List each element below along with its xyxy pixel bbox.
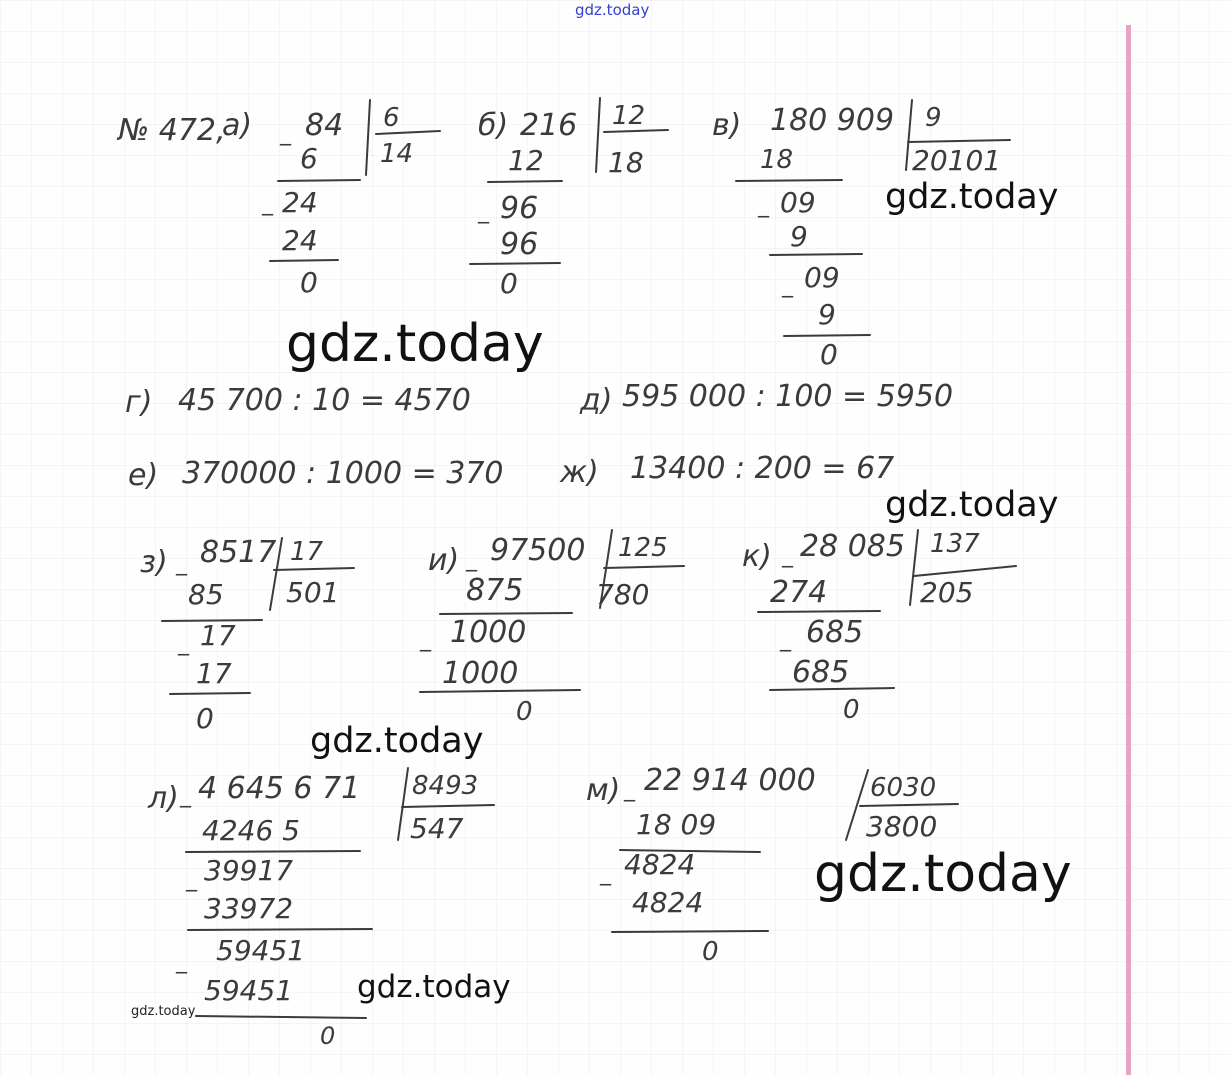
problem-m-quotient-line bbox=[860, 804, 958, 806]
problem-k-rule-1 bbox=[758, 611, 880, 612]
problem-v-step-4: 09 bbox=[804, 261, 840, 294]
problem-i-label: и) bbox=[428, 543, 460, 578]
problem-v-rule-2 bbox=[770, 254, 862, 255]
problem-v-divisor: 9 bbox=[925, 103, 942, 133]
problem-b-dividend: 216 bbox=[520, 108, 578, 143]
problem-k-step-2: 685 bbox=[806, 615, 864, 650]
problem-i-quotient: 780 bbox=[596, 578, 650, 611]
problem-b-remainder: 0 bbox=[500, 267, 518, 300]
problem-m-minus: _ bbox=[624, 777, 635, 802]
problem-k-remainder: 0 bbox=[843, 695, 860, 725]
watermark-small: gdz.today bbox=[131, 1004, 196, 1019]
problem-m-label: м) bbox=[586, 773, 621, 808]
problem-g-label: г) bbox=[125, 385, 153, 420]
problem-l-minus-2: _ bbox=[186, 867, 197, 892]
problem-m-step-2: 4824 bbox=[624, 848, 696, 881]
problem-a-step-1: 6 bbox=[300, 142, 318, 175]
problem-z-step-3: 17 bbox=[196, 657, 232, 690]
watermark-3: gdz.today bbox=[885, 485, 1059, 525]
problem-z-dividend: 8517 bbox=[200, 535, 277, 570]
problem-m-dividend: 22 914 000 bbox=[644, 763, 816, 798]
problem-l-quotient: 547 bbox=[410, 812, 464, 845]
problem-a-dividend: 84 bbox=[305, 108, 344, 143]
problem-l-step-4: 59451 bbox=[216, 934, 306, 967]
problem-v-rule-1 bbox=[736, 180, 842, 181]
problem-zh-label: ж) bbox=[560, 455, 599, 490]
problem-g-expression: 45 700 : 10 = 4570 bbox=[178, 383, 471, 418]
problem-i-minus-2: _ bbox=[420, 627, 431, 652]
problem-b-rule-1 bbox=[488, 181, 562, 182]
problem-l-step-3: 33972 bbox=[204, 892, 294, 925]
problem-l-minus-3: _ bbox=[176, 949, 187, 974]
problem-a-minus: _ bbox=[280, 121, 291, 146]
problem-a-rule-1 bbox=[278, 180, 360, 181]
problem-l-rule-2 bbox=[188, 929, 372, 930]
problem-v-step-1: 18 bbox=[760, 145, 794, 175]
problem-v-step-3: 9 bbox=[790, 220, 808, 253]
problem-i-step-1: 875 bbox=[466, 573, 524, 608]
problem-z-divisor: 17 bbox=[290, 537, 324, 567]
problem-i-step-2: 1000 bbox=[450, 615, 527, 650]
problem-k-divisor: 137 bbox=[930, 529, 980, 559]
problem-k bbox=[742, 529, 1016, 725]
problem-z-step-1: 85 bbox=[188, 578, 224, 611]
problem-v-rule-3 bbox=[784, 335, 870, 336]
problem-b-rule-2 bbox=[470, 263, 560, 264]
problem-i-dividend: 97500 bbox=[490, 533, 586, 568]
problem-b-quotient: 18 bbox=[608, 146, 644, 179]
problem-a-divisor: 6 bbox=[383, 103, 400, 133]
problem-l-step-5: 59451 bbox=[204, 974, 294, 1007]
problem-z-quotient: 501 bbox=[286, 576, 340, 609]
problem-l-divisor: 8493 bbox=[412, 771, 479, 801]
problem-v-minus-2: _ bbox=[758, 193, 769, 218]
problem-m-divisor: 6030 bbox=[870, 773, 937, 803]
problem-l-rule-1 bbox=[186, 851, 360, 852]
problem-i-quotient-line bbox=[604, 566, 684, 568]
problem-k-minus-2: _ bbox=[780, 627, 791, 652]
problem-a-quotient: 14 bbox=[380, 139, 414, 169]
problem-z-quotient-line bbox=[274, 568, 354, 570]
problem-k-step-1: 274 bbox=[770, 575, 828, 610]
problem-b-step-3: 96 bbox=[500, 227, 539, 262]
problem-v-quotient: 20101 bbox=[912, 144, 1002, 177]
problem-l-remainder: 0 bbox=[320, 1022, 336, 1050]
problem-v-dividend: 180 909 bbox=[770, 103, 895, 138]
problem-l-minus: _ bbox=[180, 783, 191, 808]
task-number: № 472, bbox=[118, 113, 226, 148]
problem-m-quotient: 3800 bbox=[866, 810, 938, 843]
problem-z-step-2: 17 bbox=[200, 619, 236, 652]
problem-l-divider bbox=[398, 768, 408, 840]
problem-v-remainder: 0 bbox=[820, 338, 838, 371]
watermark-1: gdz.today bbox=[885, 177, 1059, 217]
problem-m-remainder: 0 bbox=[702, 937, 719, 967]
problem-e-label: е) bbox=[128, 458, 159, 493]
problem-k-quotient: 205 bbox=[920, 576, 974, 609]
problem-a-divider bbox=[366, 100, 370, 175]
problem-k-dividend: 28 085 bbox=[800, 529, 905, 564]
problem-l-label: л) bbox=[148, 781, 179, 816]
watermark-top: gdz.today bbox=[575, 1, 650, 19]
problem-b bbox=[470, 98, 668, 300]
problem-b-divisor: 12 bbox=[612, 101, 646, 131]
watermark-6: gdz.today bbox=[357, 969, 511, 1005]
problem-b-minus-2: _ bbox=[478, 199, 489, 224]
problem-v-step-5: 9 bbox=[818, 298, 836, 331]
problem-z-rule-2 bbox=[170, 693, 250, 694]
problem-z-minus-2: _ bbox=[178, 631, 189, 656]
problem-a-rule-2 bbox=[270, 260, 338, 261]
problem-k-minus: _ bbox=[782, 543, 793, 568]
problem-l-dividend: 4 645 6 71 bbox=[198, 771, 361, 806]
problem-b-step-2: 96 bbox=[500, 191, 539, 226]
problem-m-rule-2 bbox=[612, 931, 768, 932]
problem-i-minus: _ bbox=[466, 547, 477, 572]
problem-v-step-2: 09 bbox=[780, 186, 816, 219]
problem-i-divisor: 125 bbox=[618, 533, 668, 563]
problem-zh-expression: 13400 : 200 = 67 bbox=[630, 451, 895, 486]
problem-z-remainder: 0 bbox=[196, 702, 214, 735]
problem-i-rule-1 bbox=[440, 613, 572, 614]
problem-v-label: в) bbox=[712, 108, 742, 143]
problem-b-step-1: 12 bbox=[508, 144, 544, 177]
problem-i bbox=[419, 530, 684, 727]
problem-a-remainder: 0 bbox=[300, 266, 318, 299]
problem-b-divider bbox=[596, 98, 600, 172]
problem-i-step-3: 1000 bbox=[442, 656, 519, 691]
problem-a-minus-2: _ bbox=[262, 191, 273, 216]
problem-d-label: д) bbox=[580, 383, 613, 418]
problem-m-step-1: 18 09 bbox=[636, 808, 717, 841]
problem-d-expression: 595 000 : 100 = 5950 bbox=[622, 379, 954, 414]
problem-a-label: а) bbox=[222, 108, 253, 143]
problem-v bbox=[712, 100, 1010, 371]
problem-z bbox=[140, 535, 354, 735]
problem-l-step-1: 4246 5 bbox=[202, 814, 300, 847]
problem-l bbox=[147, 768, 494, 1050]
problem-v-quotient-line bbox=[908, 140, 1010, 142]
problem-z-minus: _ bbox=[176, 551, 187, 576]
problem-m-step-3: 4824 bbox=[632, 886, 704, 919]
problem-a bbox=[222, 100, 440, 299]
problem-l-rule-3 bbox=[196, 1016, 366, 1018]
problem-b-label: б) bbox=[478, 108, 509, 143]
problem-k-quotient-line bbox=[914, 566, 1016, 576]
problem-a-step-3: 24 bbox=[282, 224, 318, 257]
problem-e-expression: 370000 : 1000 = 370 bbox=[182, 456, 504, 491]
problem-k-rule-2 bbox=[770, 688, 894, 690]
problem-m-minus-2: _ bbox=[600, 861, 611, 886]
problem-a-step-2: 24 bbox=[282, 186, 318, 219]
problem-l-quotient-line bbox=[402, 805, 494, 807]
problem-v-minus-3: _ bbox=[782, 273, 793, 298]
problem-k-step-3: 685 bbox=[792, 655, 850, 690]
watermark-2: gdz.today bbox=[286, 314, 544, 374]
problem-k-label: к) bbox=[742, 539, 772, 574]
watermark-5: gdz.today bbox=[814, 844, 1072, 904]
watermark-4: gdz.today bbox=[310, 721, 484, 761]
problem-k-divider bbox=[910, 530, 918, 605]
problem-i-remainder: 0 bbox=[516, 697, 533, 727]
problem-l-step-2: 39917 bbox=[204, 854, 294, 887]
problem-z-label: з) bbox=[140, 545, 168, 580]
